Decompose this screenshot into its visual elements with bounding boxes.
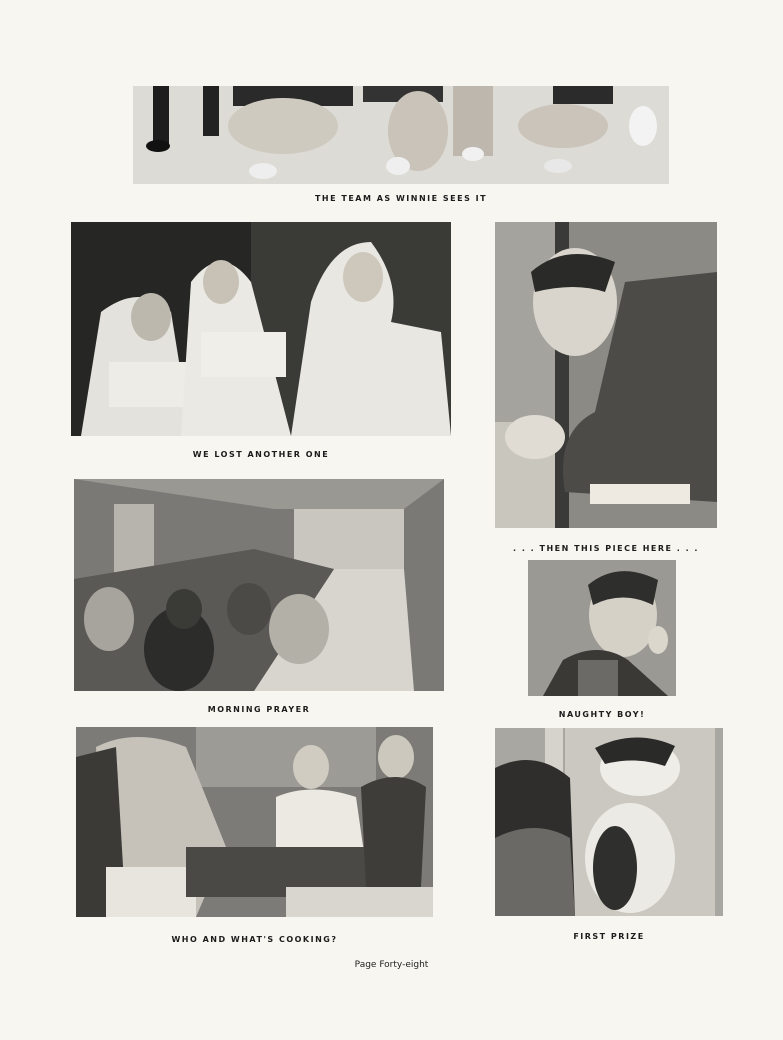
caption-cooking: WHO AND WHAT'S COOKING? <box>171 935 338 944</box>
photo-cooking <box>76 727 433 917</box>
caption-prize: FIRST PRIZE <box>573 932 645 941</box>
photo-poster-prize <box>495 728 723 916</box>
caption-team: THE TEAM AS WINNIE SEES IT <box>314 194 488 203</box>
photo-boy-smoking <box>528 560 676 696</box>
caption-naughty: NAUGHTY BOY! <box>558 710 646 719</box>
photo-hallway <box>74 479 444 691</box>
photo-team-legs <box>133 86 669 184</box>
page-number: Page Forty-eight <box>354 960 429 970</box>
caption-prayer: MORNING PRAYER <box>207 705 311 714</box>
photo-man-at-window <box>495 222 717 528</box>
photo-robed-figures <box>71 222 451 436</box>
caption-piece: . . . THEN THIS PIECE HERE . . . <box>513 544 699 553</box>
caption-lost: WE LOST ANOTHER ONE <box>192 450 330 459</box>
